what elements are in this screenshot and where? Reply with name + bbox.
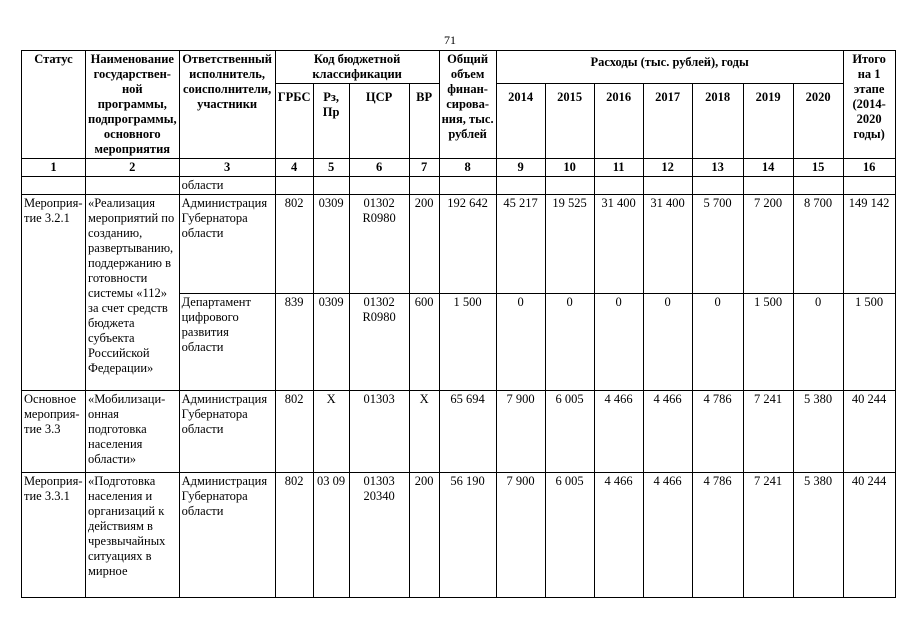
- row-year-value: 5 380: [793, 391, 843, 473]
- header-status: Статус: [22, 51, 86, 159]
- column-number: 8: [439, 159, 496, 177]
- row-status: Основное мероприя-тие 3.3: [22, 391, 86, 473]
- row-status: Мероприя-тие 3.2.1: [22, 195, 86, 391]
- header-executor: Ответственный исполнитель, соисполнители, участники: [179, 51, 275, 159]
- row-vr: 600: [409, 294, 439, 391]
- column-number: 6: [349, 159, 409, 177]
- page-number: 71: [444, 33, 456, 47]
- table-row: [22, 473, 896, 598]
- row-year-value: 1 500: [743, 294, 793, 391]
- row-rzpr: X: [313, 391, 349, 473]
- row-stage-total: 40 244: [843, 473, 895, 598]
- row-year-value: 7 241: [743, 473, 793, 598]
- row-year-value: 7 900: [496, 473, 545, 598]
- row-executor: Департамент цифрового развития области: [179, 294, 275, 391]
- row-year-value: 0: [692, 294, 743, 391]
- header-year: 2015: [545, 84, 594, 159]
- column-number: 14: [743, 159, 793, 177]
- row-total: 192 642: [439, 195, 496, 294]
- table-row: [22, 391, 896, 473]
- header-total-funding: Общий объем финан-сирова-ния, тыс. рублей: [439, 51, 496, 159]
- row-year-value: 31 400: [643, 195, 692, 294]
- row-year-value: 7 900: [496, 391, 545, 473]
- row-year-value: 6 005: [545, 473, 594, 598]
- row-executor: Администрация Губернатора области: [179, 391, 275, 473]
- table-row: [22, 195, 896, 294]
- header-vr: ВР: [409, 84, 439, 159]
- row-rzpr: 0309: [313, 294, 349, 391]
- header-csr: ЦСР: [349, 84, 409, 159]
- header-stage-total: Итого на 1 этапе (2014-2020 годы): [843, 51, 895, 159]
- column-number: 3: [179, 159, 275, 177]
- column-number: 12: [643, 159, 692, 177]
- row-vr: 200: [409, 195, 439, 294]
- row-year-value: 31 400: [594, 195, 643, 294]
- column-number: 1: [22, 159, 86, 177]
- row-year-value: 5 700: [692, 195, 743, 294]
- row-year-value: 5 380: [793, 473, 843, 598]
- row-year-value: 0: [793, 294, 843, 391]
- row-year-value: 7 241: [743, 391, 793, 473]
- row-year-value: 8 700: [793, 195, 843, 294]
- row-year-value: 4 786: [692, 391, 743, 473]
- row-year-value: 19 525: [545, 195, 594, 294]
- column-number: 5: [313, 159, 349, 177]
- row-total: 1 500: [439, 294, 496, 391]
- continuation-row: [22, 177, 896, 195]
- header-year: 2020: [793, 84, 843, 159]
- row-vr: 200: [409, 473, 439, 598]
- column-number: 9: [496, 159, 545, 177]
- row-grbs: 802: [275, 391, 313, 473]
- row-total: 56 190: [439, 473, 496, 598]
- row-year-value: 6 005: [545, 391, 594, 473]
- header-rzpr: Рз, Пр: [313, 84, 349, 159]
- row-rzpr: 03 09: [313, 473, 349, 598]
- row-year-value: 0: [545, 294, 594, 391]
- row-year-value: 0: [643, 294, 692, 391]
- row-year-value: 4 466: [643, 473, 692, 598]
- header-year: 2014: [496, 84, 545, 159]
- column-numbers-row: [22, 159, 896, 177]
- column-number: 16: [843, 159, 895, 177]
- row-csr: 01303 20340: [349, 473, 409, 598]
- row-executor: Администрация Губернатора области: [179, 473, 275, 598]
- column-number: 2: [86, 159, 180, 177]
- row-csr: 01302 R0980: [349, 294, 409, 391]
- row-csr: 01302 R0980: [349, 195, 409, 294]
- column-number: 7: [409, 159, 439, 177]
- row-name: «Мобилизаци-онная подготовка населения области»: [86, 391, 180, 473]
- row-stage-total: 149 142: [843, 195, 895, 294]
- row-year-value: 4 466: [643, 391, 692, 473]
- row-year-value: 4 466: [594, 391, 643, 473]
- row-year-value: 0: [594, 294, 643, 391]
- row-stage-total: 40 244: [843, 391, 895, 473]
- column-number: 10: [545, 159, 594, 177]
- row-vr: X: [409, 391, 439, 473]
- row-name: «Подготовка населения и организаций к действиям в чрезвычайных ситуациях в мирное: [86, 473, 180, 598]
- row-grbs: 802: [275, 195, 313, 294]
- row-name: «Реализация мероприятий по созданию, развертыванию, поддержанию в готовности системы «112» за счет средств бюджета субъекта Российской Федерации»: [86, 195, 180, 391]
- column-number: 13: [692, 159, 743, 177]
- row-year-value: 45 217: [496, 195, 545, 294]
- row-rzpr: 0309: [313, 195, 349, 294]
- header-year: 2018: [692, 84, 743, 159]
- column-number: 15: [793, 159, 843, 177]
- row-csr: 01303: [349, 391, 409, 473]
- header-year: 2016: [594, 84, 643, 159]
- row-status: Мероприя-тие 3.3.1: [22, 473, 86, 598]
- row-grbs: 839: [275, 294, 313, 391]
- continuation-text: области: [179, 177, 275, 195]
- row-year-value: 7 200: [743, 195, 793, 294]
- column-number: 4: [275, 159, 313, 177]
- row-year-value: 0: [496, 294, 545, 391]
- header-grbs: ГРБС: [275, 84, 313, 159]
- header-name: Наименование государствен-ной программы, подпрограммы, основного мероприятия: [86, 51, 180, 159]
- header-year: 2017: [643, 84, 692, 159]
- row-year-value: 4 466: [594, 473, 643, 598]
- header-budget-code: Код бюджетной классификации: [275, 51, 439, 84]
- row-total: 65 694: [439, 391, 496, 473]
- header-expenses: Расходы (тыс. рублей), годы: [496, 51, 843, 84]
- row-executor: Администрация Губернатора области: [179, 195, 275, 294]
- budget-table: [21, 50, 896, 598]
- row-grbs: 802: [275, 473, 313, 598]
- column-number: 11: [594, 159, 643, 177]
- row-stage-total: 1 500: [843, 294, 895, 391]
- header-year: 2019: [743, 84, 793, 159]
- header-row: [22, 51, 896, 84]
- row-year-value: 4 786: [692, 473, 743, 598]
